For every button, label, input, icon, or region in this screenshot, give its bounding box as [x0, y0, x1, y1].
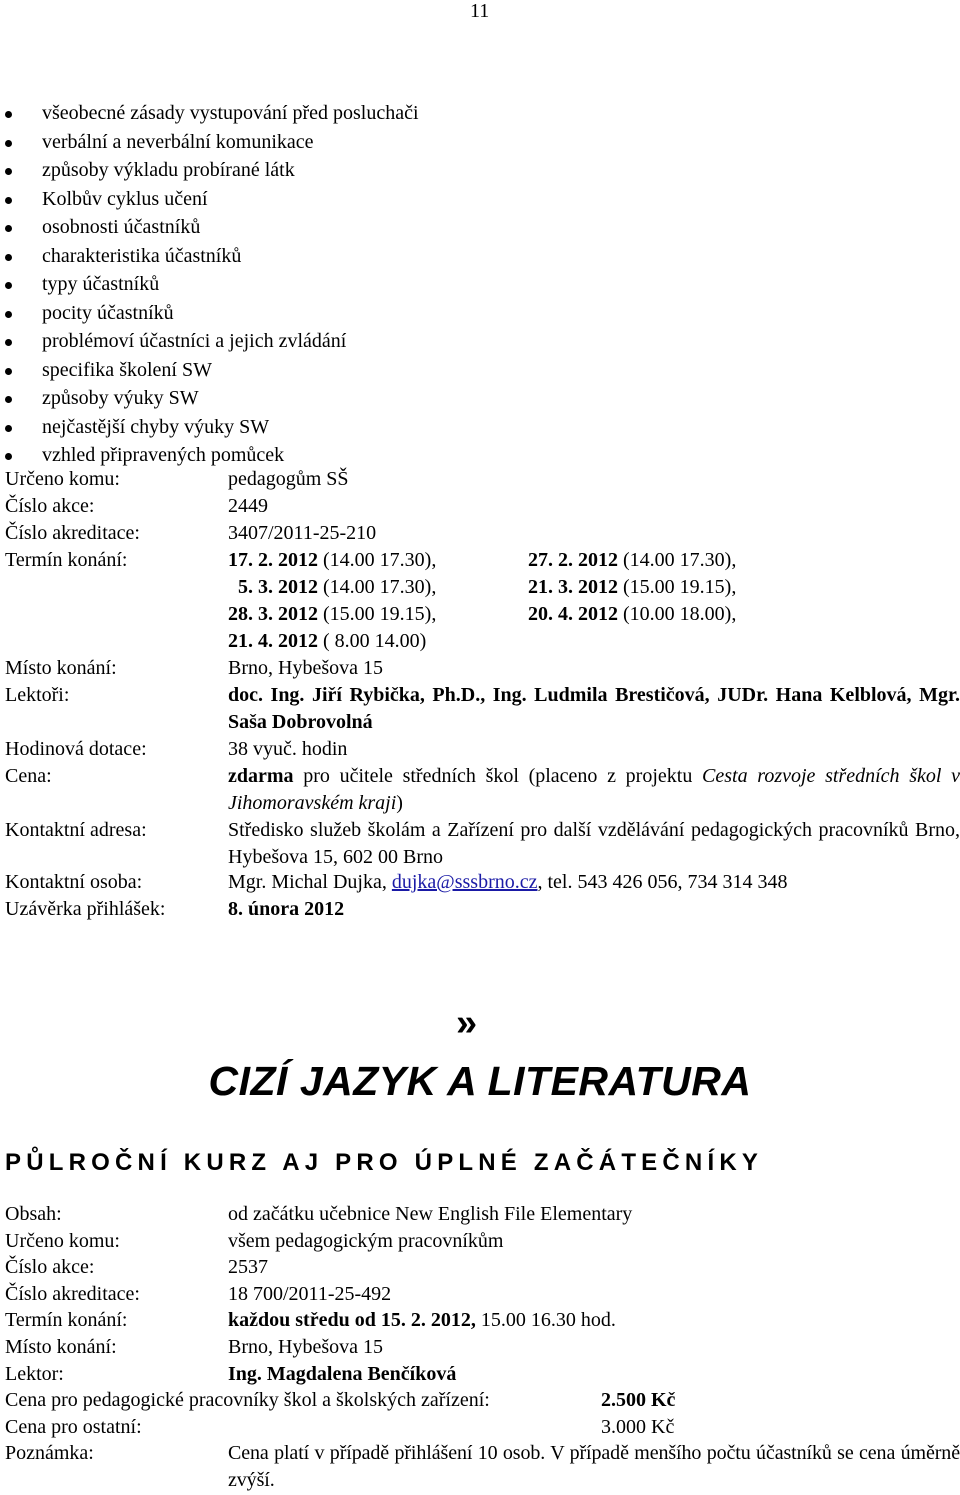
hours-row: [5, 736, 348, 763]
list-item: všeobecné zásady vystupování před posluchači: [5, 99, 419, 128]
target-value: všem pedagogickým pracovníkům: [228, 1230, 504, 1252]
term-row: [5, 547, 127, 574]
topic-list: [5, 99, 419, 470]
list-item: osobnosti účastníků: [5, 213, 419, 242]
place-value: Brno, Hybešova 15: [228, 657, 383, 679]
bullet-icon: [5, 425, 12, 432]
list-item: způsoby výkladu probírané látk: [5, 156, 419, 185]
list-item: typy účastníků: [5, 270, 419, 299]
hours-label: Hodinová dotace:: [5, 738, 147, 760]
lecturer-row: [5, 1361, 457, 1388]
bullet-icon: [5, 140, 12, 147]
target-row: [5, 466, 349, 493]
hours-value: 38 vyuč. hodin: [228, 738, 348, 760]
accreditation-row: [5, 520, 377, 547]
section-title: CIZÍ JAZYK A LITERATURA: [208, 1058, 752, 1104]
price-label: Cena:: [5, 765, 52, 787]
term-date: 21. 4. 2012 ( 8.00 14.00): [228, 630, 427, 652]
term-date: 27. 2. 2012 (14.00 17.30),: [528, 549, 737, 571]
note-label: Poznámka:: [5, 1442, 94, 1464]
bullet-icon: [5, 368, 12, 375]
accreditation-label: Číslo akreditace:: [5, 1283, 140, 1305]
content-label: Obsah:: [5, 1203, 62, 1225]
term-date: 20. 4. 2012 (10.00 18.00),: [528, 603, 737, 625]
term-row: [5, 1307, 616, 1334]
bullet-icon: [5, 396, 12, 403]
bullet-icon: [5, 111, 12, 118]
lecturers-row: [5, 682, 69, 709]
place-row: [5, 1334, 383, 1361]
action-row: [5, 1254, 268, 1281]
price-row: [5, 763, 52, 790]
bullet-icon: [5, 168, 12, 175]
price-value: zdarma pro učitele středních škol (placeno z projektu Cesta rozvoje středních škol v Jihomoravském kraji): [228, 765, 960, 814]
deadline-row: [5, 896, 345, 923]
term-date: 5. 3. 2012 (14.00 17.30),: [238, 576, 437, 598]
list-item: pocity účastníků: [5, 299, 419, 328]
place-value: Brno, Hybešova 15: [228, 1336, 383, 1358]
place-label: Místo konání:: [5, 657, 117, 679]
list-item: způsoby výuky SW: [5, 384, 419, 413]
action-label: Číslo akce:: [5, 495, 95, 517]
term-date: 17. 2. 2012 (14.00 17.30),: [228, 549, 437, 571]
contact-row: [5, 869, 788, 896]
list-item: vzhled připravených pomůcek: [5, 441, 419, 470]
deadline-value: 8. února 2012: [228, 898, 345, 920]
list-item: verbální a neverbální komunikace: [5, 128, 419, 157]
address-value: Středisko služeb školám a Zařízení pro další vzdělávání pedagogických pracovníků Brno, Hybešova 15, 602 00 Brno: [228, 819, 960, 868]
term-value: každou středu od 15. 2. 2012, 15.00 16.30 hod.: [228, 1309, 616, 1331]
page-number: 11: [470, 0, 490, 22]
contact-email-link[interactable]: dujka@sssbrno.cz: [391, 871, 538, 893]
price-other-label: Cena pro ostatní:: [5, 1416, 142, 1438]
note-value: Cena platí v případě přihlášení 10 osob. V případě menšího počtu účastníků se cena úměrně zvýší.: [228, 1442, 960, 1491]
bullet-icon: [5, 453, 12, 460]
accreditation-value: 18 700/2011-25-492: [228, 1283, 392, 1305]
contact-value: Mgr. Michal Dujka, dujka@sssbrno.cz, tel. 543 426 056, 734 314 348: [228, 871, 788, 893]
contact-label: Kontaktní osoba:: [5, 871, 143, 893]
price-ped-value: 2.500 Kč: [601, 1389, 676, 1411]
place-label: Místo konání:: [5, 1336, 117, 1358]
action-label: Číslo akce:: [5, 1256, 95, 1278]
place-row: [5, 655, 383, 682]
lecturers-label: Lektoři:: [5, 684, 70, 706]
term-date: 28. 3. 2012 (15.00 19.15),: [228, 603, 437, 625]
price-other-row: [5, 1414, 675, 1441]
accreditation-row: [5, 1281, 392, 1308]
price-ped-row: [5, 1387, 676, 1414]
content-row: [5, 1201, 633, 1228]
target-row: [5, 1228, 504, 1255]
list-item: charakteristika účastníků: [5, 242, 419, 271]
bullet-icon: [5, 254, 12, 261]
list-item: Kolbův cyklus učení: [5, 185, 419, 214]
term-date: 21. 3. 2012 (15.00 19.15),: [528, 576, 737, 598]
target-label: Určeno komu:: [5, 468, 120, 490]
list-item: nejčastější chyby výuky SW: [5, 413, 419, 442]
bullet-icon: [5, 339, 12, 346]
address-label: Kontaktní adresa:: [5, 819, 147, 841]
term-label: Termín konání:: [5, 549, 128, 571]
list-item: specifika školení SW: [5, 356, 419, 385]
price-other-value: 3.000 Kč: [601, 1416, 675, 1438]
course-title: PŮLROČNÍ KURZ AJ PRO ÚPLNÉ ZAČÁTEČNÍKY: [5, 1149, 764, 1176]
action-row: [5, 493, 268, 520]
bullet-icon: [5, 282, 12, 289]
bullet-icon: [5, 197, 12, 204]
content-value: od začátku učebnice New English File Elementary: [228, 1203, 633, 1225]
price-ped-label: Cena pro pedagogické pracovníky škol a školských zařízení:: [5, 1389, 490, 1411]
action-value: 2449: [228, 495, 268, 517]
term-label: Termín konání:: [5, 1309, 128, 1331]
lecturers-value: doc. Ing. Jiří Rybička, Ph.D., Ing. Ludmila Brestičová, JUDr. Hana Kelblová, Mgr. Saša Dobrovolná: [228, 684, 960, 733]
accreditation-label: Číslo akreditace:: [5, 522, 140, 544]
address-row: [5, 817, 147, 844]
bullet-icon: [5, 311, 12, 318]
lecturer-value: Ing. Magdalena Benčíková: [228, 1363, 457, 1385]
action-value: 2537: [228, 1256, 268, 1278]
deadline-label: Uzávěrka přihlášek:: [5, 898, 166, 920]
target-value: pedagogům SŠ: [228, 468, 349, 490]
accreditation-value: 3407/2011-25-210: [228, 522, 377, 544]
bullet-icon: [5, 225, 12, 232]
lecturer-label: Lektor:: [5, 1363, 64, 1385]
target-label: Určeno komu:: [5, 1230, 120, 1252]
note-row: [5, 1440, 94, 1467]
section-marker-icon: »: [456, 1002, 478, 1044]
list-item: problémoví účastníci a jejich zvládání: [5, 327, 419, 356]
